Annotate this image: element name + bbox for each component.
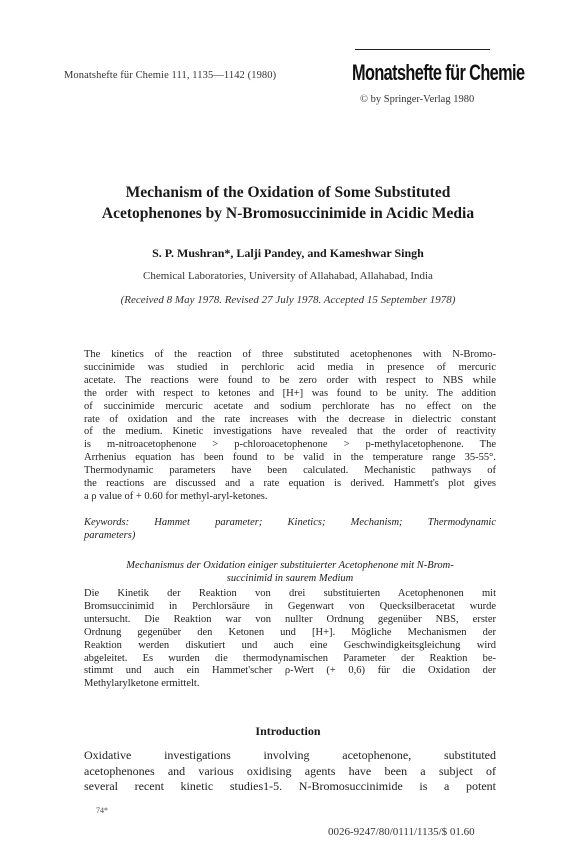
intro-line: acetophenones and various oxidising agents have been a subject of	[84, 763, 496, 778]
abstract-line: succinimide was studied in perchloric acid media in presence of mercuric	[84, 361, 496, 373]
abstract-line: Arrhenius equation has been found to be valid in the temperature range 35-55°.	[84, 452, 496, 464]
article-code: 0026-9247/80/0111/1135/$ 01.60	[328, 826, 475, 838]
author-list: S. P. Mushran*, Lalji Pandey, and Kameshwar Singh	[152, 246, 424, 260]
introduction-text	[84, 748, 496, 795]
paper-title	[40, 182, 536, 224]
abstract-german	[84, 588, 496, 691]
keywords-line: parameters)	[84, 529, 136, 541]
abstract-line: the order with respect to ketones and [H+] was found to be unity. The addition	[84, 387, 496, 399]
german-title	[84, 560, 496, 586]
title-line: Mechanism of the Oxidation of Some Substituted	[125, 184, 451, 201]
journal-logo: Monatshefte für Chemie	[352, 60, 525, 85]
abstract-line: The kinetics of the reaction of three substituted acetophenones with N-Bromo-	[84, 349, 496, 360]
abstract-line: Thermodynamic parameters have been calculated. Mechanistic pathways of	[84, 465, 496, 477]
abstract-line: the reactions are discussed and a rate equation is derived. Hammett's plot gives	[84, 478, 496, 490]
intro-line: Oxidative investigations involving acetophenone, substituted	[84, 748, 496, 762]
german-abstract-line: Methylarylketone ermittelt.	[84, 678, 200, 690]
german-abstract-line: Reaktion werden diskutiert und auch eine Geschwindigkeitsgleichung wird	[84, 639, 496, 651]
german-abstract-line: stimmt und auch ein Hammet'scher ρ-Wert (+ 0,6) für die Oxidation der	[84, 665, 496, 677]
affiliation: Chemical Laboratories, University of Allahabad, Allahabad, India	[143, 270, 433, 282]
abstract-line: rate of oxidation and the rate increases with the decrease in dielectric constant	[84, 413, 496, 425]
header-rule	[355, 49, 490, 50]
german-abstract-line: abgeleitet. Es wurden die thermodynamischen Parameter der Reaktion be-	[84, 652, 496, 664]
german-title-line: succinimid in saurem Medium	[226, 572, 354, 584]
german-abstract-line: Ordnung gegenüber den Ketonen und [H+]. Mögliche Mechanismen der	[84, 626, 496, 638]
abstract-english	[84, 349, 496, 504]
german-title-line: Mechanismus der Oxidation einiger substituierter Acetophenone mit N-Brom-	[126, 560, 454, 571]
signature-mark: 74*	[96, 806, 108, 815]
abstract-line: is m-nitroacetophenone > p-chloroacetophenone > p-methylacetophenone. The	[84, 439, 496, 451]
journal-reference: Monatshefte für Chemie 111, 1135—1142 (1980)	[64, 70, 277, 81]
title-line: Acetophenones by N-Bromosuccinimide in Acidic Media	[101, 205, 475, 222]
received-dates: (Received 8 May 1978. Revised 27 July 1978. Accepted 15 September 1978)	[120, 294, 456, 306]
abstract-line: acetate. The reactions were found to be zero order with respect to NBS while	[84, 374, 496, 386]
abstract-line: of succinimide mercuric acetate and sodium perchlorate has no effect on the	[84, 400, 496, 412]
section-heading-introduction: Introduction	[255, 724, 321, 738]
german-abstract-line: Bromsuccinimid in Perchlorsäure in Gegenwart von Quecksilberacetat wurde	[84, 600, 496, 612]
abstract-line: a ρ value of + 0.60 for methyl-aryl-ketones.	[84, 490, 268, 502]
abstract-line: of the medium. Kinetic investigations have revealed that the order of reactivity	[84, 426, 496, 438]
keywords-line: Keywords: Hammet parameter; Kinetics; Mechanism; Thermodynamic	[84, 517, 496, 528]
intro-line: several recent kinetic studies1-5. N-Bromosuccinimide is a potent	[84, 779, 496, 793]
german-abstract-line: Die Kinetik der Reaktion von drei substituierten Acetophenonen mit	[84, 588, 496, 599]
copyright-notice: © by Springer-Verlag 1980	[360, 94, 475, 105]
german-abstract-line: untersucht. Die Reaktion war von nullter Ordnung gegenüber NBS, erster	[84, 613, 496, 625]
keywords	[84, 517, 496, 543]
